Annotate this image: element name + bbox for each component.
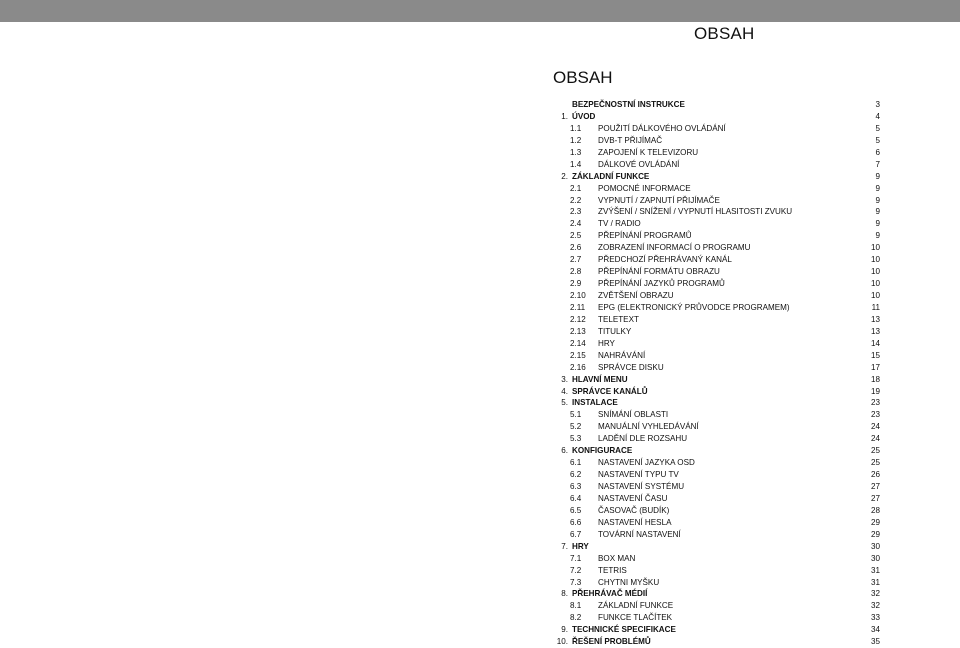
toc-entry-title: PŘEPÍNÁNÍ JAZYKŮ PROGRAMŮ — [598, 279, 725, 289]
toc-entry-title: TITULKY — [598, 326, 632, 336]
toc-entry-title: NAHRÁVÁNÍ — [598, 350, 646, 360]
toc-entry-page: 29 — [870, 529, 880, 539]
toc-entry-page: 27 — [870, 493, 880, 503]
toc-entry — [548, 409, 880, 421]
toc-entry-title: NASTAVENÍ SYSTÉMU — [598, 482, 685, 491]
toc-entry-number: 5.1 — [570, 410, 582, 420]
toc-entry-number: 2.4 — [570, 219, 582, 229]
toc-entry — [548, 600, 880, 612]
toc-entry-page: 27 — [870, 482, 880, 491]
toc-entry-title: SNÍMÁNÍ OBLASTI — [598, 410, 669, 420]
toc-entry-page: 30 — [870, 553, 880, 563]
toc-entry — [548, 362, 880, 374]
toc-entry-title: HLAVNÍ MENU — [572, 374, 628, 384]
toc-entry-page: 9 — [875, 183, 880, 193]
toc-entry-page: 17 — [870, 362, 880, 372]
toc-entry-number: 5.3 — [570, 434, 582, 444]
toc-entry-number: 2.3 — [570, 207, 582, 217]
toc-entry-title: POUŽITÍ DÁLKOVÉHO OVLÁDÁNÍ — [598, 123, 726, 133]
toc-entry-page: 32 — [870, 589, 880, 599]
toc-entry-page: 32 — [870, 601, 880, 611]
toc-entry-title: TETRIS — [598, 565, 627, 575]
toc-entry-title: KONFIGURACE — [572, 446, 633, 456]
toc-entry-number: 2.5 — [570, 231, 582, 241]
toc-entry-number: 7. — [561, 541, 568, 551]
toc-entry-number: 2.8 — [570, 267, 582, 277]
toc-entry-title: TELETEXT — [598, 314, 639, 324]
toc-entry — [548, 195, 880, 207]
toc-entry — [548, 529, 880, 541]
toc-entry-number: 2.16 — [570, 362, 586, 372]
toc-entry-number: 2.11 — [570, 302, 586, 312]
toc-entry-number: 1.2 — [570, 135, 582, 145]
toc-entry-title: PŘEHRÁVAČ MÉDIÍ — [572, 589, 648, 599]
toc-entry-number: 6.5 — [570, 505, 582, 515]
toc-entry-page: 14 — [870, 338, 880, 348]
toc-entry-title: EPG (ELEKTRONICKÝ PRŮVODCE PROGRAMEM) — [598, 302, 790, 312]
toc-entry — [548, 565, 880, 577]
toc-entry-number: 7.1 — [570, 553, 582, 563]
toc-entry-page: 26 — [870, 470, 880, 480]
toc-entry — [548, 326, 880, 338]
toc-entry — [548, 290, 880, 302]
toc-entry-page: 7 — [875, 159, 880, 169]
toc-entry — [548, 266, 880, 278]
toc-entry — [548, 147, 880, 159]
toc-entry-title: NASTAVENÍ HESLA — [598, 517, 672, 527]
top-bar — [0, 0, 960, 22]
toc-entry-title: LADĚNÍ DLE ROZSAHU — [598, 434, 688, 444]
toc-entry-number: 4. — [561, 386, 568, 396]
toc-entry-number: 3. — [561, 374, 568, 384]
toc-entry-number: 8. — [561, 589, 568, 599]
toc-entry-title: PŘEPÍNÁNÍ FORMÁTU OBRAZU — [598, 267, 720, 277]
toc-entry-page: 15 — [870, 350, 880, 360]
toc-entry — [548, 111, 880, 123]
toc-entry-page: 31 — [870, 577, 880, 587]
toc-entry-page: 33 — [870, 613, 880, 623]
toc-entry-number: 1. — [561, 111, 568, 121]
toc-entry-number: 10. — [556, 637, 568, 647]
toc-entry-title: DVB-T PŘIJÍMAČ — [598, 135, 663, 145]
toc-entry-title: PŘEDCHOZÍ PŘEHRÁVANÝ KANÁL — [598, 255, 732, 265]
toc-entry-number: 2.1 — [570, 183, 582, 193]
toc-entry-number: 2.15 — [570, 350, 586, 360]
toc-entry-title: BEZPEČNOSTNÍ INSTRUKCE — [572, 100, 685, 109]
toc-entry-title: CHYTNI MYŠKU — [598, 577, 660, 587]
toc-entry-number: 2.10 — [570, 291, 586, 300]
toc-entry-page: 11 — [871, 302, 880, 312]
toc-entry-number: 5. — [561, 398, 568, 408]
toc-entry-page: 13 — [870, 326, 880, 336]
toc-entry-number: 1.4 — [570, 159, 582, 169]
toc-entry-page: 9 — [875, 195, 880, 205]
toc-entry-number: 2. — [561, 171, 568, 181]
toc-entry-title: ZVĚTŠENÍ OBRAZU — [598, 291, 674, 300]
toc-entry-page: 3 — [875, 100, 880, 109]
table-of-contents — [548, 99, 880, 648]
toc-entry — [548, 302, 880, 314]
toc-entry-page: 6 — [875, 147, 880, 157]
page-header-title: OBSAH — [694, 24, 755, 43]
toc-entry-title: PŘEPÍNÁNÍ PROGRAMŮ — [598, 231, 692, 241]
toc-entry — [548, 553, 880, 565]
toc-entry-page: 18 — [870, 374, 880, 384]
toc-entry — [548, 218, 880, 230]
toc-entry-title: ZÁKLADNÍ FUNKCE — [572, 171, 650, 181]
toc-entry-title: TOVÁRNÍ NASTAVENÍ — [598, 529, 681, 539]
toc-entry-title: HRY — [598, 338, 615, 348]
toc-entry-page: 31 — [870, 565, 880, 575]
toc-entry — [548, 469, 880, 481]
toc-entry-title: ÚVOD — [572, 111, 596, 121]
toc-entry-title: POMOCNÉ INFORMACE — [598, 183, 691, 193]
toc-entry — [548, 577, 880, 589]
toc-entry-number: 6.1 — [570, 458, 582, 468]
toc-entry-page: 10 — [870, 279, 880, 289]
toc-entry-page: 24 — [870, 434, 880, 444]
toc-entry-number: 5.2 — [570, 422, 582, 432]
toc-entry-page: 30 — [870, 541, 880, 551]
toc-entry-title: NASTAVENÍ TYPU TV — [598, 470, 679, 480]
toc-entry-number: 7.3 — [570, 577, 582, 587]
toc-entry-number: 8.2 — [570, 613, 582, 623]
toc-entry-title: NASTAVENÍ ČASU — [598, 493, 668, 503]
toc-entry-page: 10 — [870, 243, 880, 253]
toc-entry — [548, 254, 880, 266]
toc-entry-title: NASTAVENÍ JAZYKA OSD — [598, 458, 695, 468]
toc-entry-page: 28 — [870, 505, 880, 515]
toc-entry-title: ČASOVAČ (BUDÍK) — [598, 505, 670, 515]
toc-entry-page: 9 — [875, 207, 880, 217]
toc-entry-page: 23 — [870, 398, 880, 408]
toc-entry-number: 6.6 — [570, 517, 582, 527]
toc-entry-title: SPRÁVCE KANÁLŮ — [572, 386, 648, 396]
toc-entry — [548, 242, 880, 254]
toc-entry — [548, 338, 880, 350]
toc-entry-number: 6.4 — [570, 493, 582, 503]
toc-entry — [548, 206, 880, 218]
toc-entry-title: ZOBRAZENÍ INFORMACÍ O PROGRAMU — [598, 243, 751, 253]
toc-entry — [548, 541, 880, 553]
toc-entry-page: 10 — [870, 267, 880, 277]
toc-entry-page: 29 — [870, 517, 880, 527]
toc-entry-number: 2.2 — [570, 195, 582, 205]
toc-entry-page: 10 — [870, 291, 880, 300]
toc-entry-number: 1.1 — [570, 123, 582, 133]
toc-entry — [548, 445, 880, 457]
toc-entry-title: ZAPOJENÍ K TELEVIZORU — [598, 147, 699, 157]
toc-entry — [548, 159, 880, 171]
toc-entry — [548, 314, 880, 326]
toc-entry — [548, 493, 880, 505]
toc-entry-number: 6.2 — [570, 470, 582, 480]
toc-entry-title: SPRÁVCE DISKU — [598, 362, 664, 372]
toc-entry-number: 6.3 — [570, 482, 582, 491]
toc-entry-page: 25 — [870, 458, 880, 468]
toc-entry — [548, 99, 880, 111]
toc-entry — [548, 624, 880, 636]
toc-entry-number: 8.1 — [570, 601, 582, 611]
toc-entry-number: 2.14 — [570, 338, 586, 348]
toc-entry — [548, 397, 880, 409]
toc-entry — [548, 421, 880, 433]
toc-entry-page: 9 — [875, 171, 880, 181]
toc-entry-page: 4 — [875, 111, 880, 121]
toc-entry — [548, 123, 880, 135]
toc-entry-page: 19 — [870, 386, 880, 396]
toc-entry — [548, 517, 880, 529]
toc-entry-number: 2.7 — [570, 255, 582, 265]
toc-entry — [548, 230, 880, 242]
toc-entry — [548, 183, 880, 195]
toc-entry — [548, 135, 880, 147]
toc-entry — [548, 457, 880, 469]
toc-entry-title: TECHNICKÉ SPECIFIKACE — [572, 625, 676, 635]
toc-entry-number: 2.12 — [570, 314, 586, 324]
toc-entry — [548, 588, 880, 600]
toc-entry — [548, 612, 880, 624]
toc-entry-page: 23 — [870, 410, 880, 420]
toc-entry-number: 2.6 — [570, 243, 582, 253]
toc-entry-page: 35 — [870, 637, 880, 647]
toc-entry-page: 5 — [875, 135, 880, 145]
toc-entry-page: 24 — [870, 422, 880, 432]
toc-entry-number: 7.2 — [570, 565, 582, 575]
toc-entry-title: ZVÝŠENÍ / SNÍŽENÍ / VYPNUTÍ HLASITOSTI ZVUKU — [598, 207, 793, 217]
toc-entry — [548, 171, 880, 183]
toc-entry-number: 9. — [561, 625, 568, 635]
toc-entry — [548, 350, 880, 362]
toc-entry-page: 10 — [870, 255, 880, 265]
toc-entry-page: 13 — [870, 314, 880, 324]
toc-entry-page: 34 — [870, 625, 880, 635]
toc-entry — [548, 386, 880, 398]
toc-entry-title: VYPNUTÍ / ZAPNUTÍ PŘIJÍMAČE — [598, 195, 720, 205]
toc-entry — [548, 433, 880, 445]
toc-entry-number: 2.9 — [570, 279, 582, 289]
toc-entry-title: MANUÁLNÍ VYHLEDÁVÁNÍ — [598, 422, 699, 432]
toc-entry-title: FUNKCE TLAČÍTEK — [598, 613, 673, 623]
toc-entry — [548, 374, 880, 386]
toc-entry-title: ZÁKLADNÍ FUNKCE — [598, 601, 674, 611]
toc-entry-page: 25 — [870, 446, 880, 456]
toc-entry — [548, 636, 880, 648]
toc-title: OBSAH — [553, 68, 613, 87]
toc-entry-number: 2.13 — [570, 326, 586, 336]
toc-entry-page: 5 — [875, 123, 880, 133]
toc-entry-number: 6. — [561, 446, 568, 456]
toc-entry-number: 6.7 — [570, 529, 582, 539]
toc-entry — [548, 278, 880, 290]
toc-entry-page: 9 — [875, 219, 880, 229]
toc-entry-title: HRY — [572, 541, 589, 551]
toc-entry-page: 9 — [875, 231, 880, 241]
toc-entry-title: DÁLKOVÉ OVLÁDÁNÍ — [598, 159, 680, 169]
toc-entry-number: 1.3 — [570, 147, 582, 157]
toc-entry-title: BOX MAN — [598, 553, 636, 563]
toc-entry-title: ŘEŠENÍ PROBLÉMŮ — [572, 637, 651, 647]
toc-entry — [548, 505, 880, 517]
toc-entry-title: INSTALACE — [572, 398, 618, 408]
toc-entry-title: TV / RADIO — [598, 219, 641, 229]
toc-entry — [548, 481, 880, 493]
